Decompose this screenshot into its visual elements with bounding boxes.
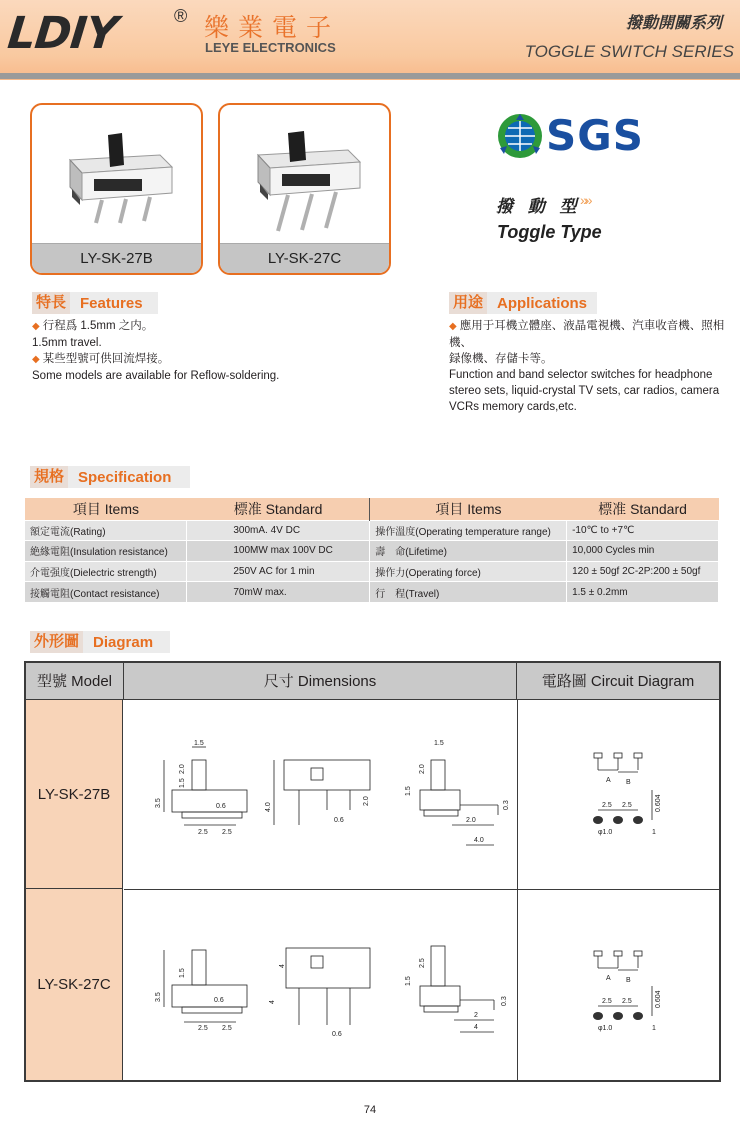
dim-label: φ1.0 xyxy=(598,829,613,836)
applications-line: Function and band selector switches for headphone xyxy=(449,369,713,381)
applications-line: 應用于耳機立體座、液晶電視機、汽車收音機、照相機、 xyxy=(449,320,725,349)
sgs-logo-text: SGS xyxy=(546,111,644,160)
table-cell: 接觸電阻(Contact resistance) xyxy=(25,582,187,603)
applications-line: 録像機、存儲卡等。 xyxy=(449,353,553,365)
sgs-globe-icon xyxy=(496,112,544,160)
applications-line: VCRs memory cards,etc. xyxy=(449,401,577,413)
product-label-27b: LY-SK-27B xyxy=(32,243,201,273)
type-title-cn: 撥 動 型 xyxy=(496,197,582,216)
table-cell: 10,000 Cycles min xyxy=(567,541,719,562)
brand-logo: LDIY xyxy=(5,8,120,59)
dim-label: 2.0 xyxy=(179,764,186,774)
table-cell: 250V AC for 1 min xyxy=(187,561,370,582)
table-row xyxy=(25,520,719,541)
col-header-standard: 標准 Standard xyxy=(187,498,370,520)
dim-label: 2.5 xyxy=(602,802,612,809)
features-line: Some models are available for Reflow-soldering. xyxy=(32,370,280,382)
circuit-diagram-27c xyxy=(518,890,719,1079)
table-cell: 操作力(Operating force) xyxy=(370,561,567,582)
diamond-bullet-icon: ◆ xyxy=(32,321,40,332)
dim-label: 3.5 xyxy=(155,992,162,1002)
dim-label: 1.5 xyxy=(434,740,444,747)
dim-label: 2.0 xyxy=(363,796,370,806)
dim-label: 2.0 xyxy=(419,764,426,774)
table-row xyxy=(25,541,719,562)
table-cell: 120 ± 50gf 2C-2P:200 ± 50gf xyxy=(567,561,719,582)
table-cell: 行 程(Travel) xyxy=(370,582,567,603)
diagram-heading-en: Diagram xyxy=(93,633,154,651)
company-name-cn: 樂業電子 xyxy=(204,13,341,42)
table-cell: 絶緣電阻(Insulation resistance) xyxy=(25,541,187,562)
circuit-diagram-27b xyxy=(518,700,719,889)
dim-label: 4 xyxy=(474,1024,478,1031)
dim-label: 0.604 xyxy=(655,794,662,812)
applications-heading-en: Applications xyxy=(497,294,588,312)
dim-label: φ1.0 xyxy=(598,1025,613,1032)
switch-27c-image xyxy=(220,105,391,245)
dim-label: 4 xyxy=(269,1000,276,1004)
model-cell-27b: LY-SK-27B xyxy=(26,700,123,889)
table-cell: 額定電流(Rating) xyxy=(25,520,187,541)
product-photo-27c xyxy=(218,103,391,275)
applications-heading-cn: 用途 xyxy=(449,292,487,314)
table-cell: 100MW max 100V DC xyxy=(187,541,370,562)
circuit-label-b: B xyxy=(626,779,631,786)
features-heading xyxy=(32,292,158,314)
features-heading-en: Features xyxy=(80,294,143,312)
features-line: 行程爲 1.5mm 之内。 xyxy=(42,320,154,332)
product-photo-27b xyxy=(30,103,203,275)
dim-label: 1.5 xyxy=(405,786,412,796)
table-row xyxy=(25,561,719,582)
dim-label: 0.3 xyxy=(501,996,508,1006)
specification-table xyxy=(25,498,719,602)
circuit-label-a: A xyxy=(606,777,611,784)
diagram-heading-cn: 外形圖 xyxy=(30,631,83,653)
circuit-label-a: A xyxy=(606,975,611,982)
dim-label: 1.5 xyxy=(179,968,186,978)
table-row xyxy=(25,582,719,603)
diagram-table xyxy=(24,661,721,1082)
diagram-heading xyxy=(30,631,170,653)
dim-label: 0.6 xyxy=(216,803,226,810)
dim-label: 2 xyxy=(474,1012,478,1019)
col-header-dimensions: 尺寸 Dimensions xyxy=(124,663,517,700)
specification-heading xyxy=(30,466,190,488)
features-line: 1.5mm travel. xyxy=(32,337,102,349)
applications-line: stereo sets, liquid-crystal TV sets, car radios, camera xyxy=(449,385,720,397)
series-title-en: TOGGLE SWITCH SERIES xyxy=(524,42,734,61)
table-cell: 介電强度(Dielectric strength) xyxy=(25,561,187,582)
header-rule xyxy=(0,73,740,79)
col-header-circuit: 電路圖 Circuit Diagram xyxy=(517,663,719,700)
table-cell: -10℃ to +7℃ xyxy=(567,520,719,541)
dim-label: 2.5 xyxy=(222,829,232,836)
dim-label: 1.5 xyxy=(405,976,412,986)
diamond-bullet-icon: ◆ xyxy=(449,321,457,332)
page-number: 74 xyxy=(363,1104,377,1116)
product-label-27c: LY-SK-27C xyxy=(220,243,389,273)
dim-label: 1 xyxy=(652,829,656,836)
dim-label: 1.5 xyxy=(194,740,204,747)
dim-label: 2.5 xyxy=(198,829,208,836)
diamond-bullet-icon: ◆ xyxy=(32,354,40,365)
dim-label: 4.0 xyxy=(265,802,272,812)
dim-label: 1.5 xyxy=(179,778,186,788)
dim-label: 2.5 xyxy=(222,1025,232,1032)
table-cell: 操作溫度(Operating temperature range) xyxy=(370,520,567,541)
dim-label: 0.6 xyxy=(332,1031,342,1038)
table-cell: 1.5 ± 0.2mm xyxy=(567,582,719,603)
company-name-en: LEYE ELECTRONICS xyxy=(205,40,336,55)
dim-label: 2.5 xyxy=(198,1025,208,1032)
series-title-cn: 撥動開關系列 xyxy=(625,15,722,32)
dim-label: 4 xyxy=(279,964,286,968)
dimension-drawing-27b xyxy=(124,700,517,889)
applications-text xyxy=(449,318,731,415)
dim-label: 2.5 xyxy=(419,958,426,968)
dim-label: 2.5 xyxy=(602,998,612,1005)
col-header-model: 型號 Model xyxy=(26,663,124,700)
features-line: 某些型號可供回流焊接。 xyxy=(42,353,170,365)
features-heading-cn: 特長 xyxy=(32,292,70,314)
col-header-items: 項目 Items xyxy=(25,498,187,520)
dim-label: 2.5 xyxy=(622,802,632,809)
registered-mark: ® xyxy=(174,6,188,26)
table-cell: 壽 命(Lifetime) xyxy=(370,541,567,562)
dim-label: 2.0 xyxy=(466,817,476,824)
specification-heading-en: Specification xyxy=(78,468,172,486)
dim-label: 1 xyxy=(652,1025,656,1032)
chevrons-icon: »» xyxy=(580,192,590,208)
features-text xyxy=(32,318,279,384)
model-cell-27c: LY-SK-27C xyxy=(26,889,123,1080)
table-cell: 70mW max. xyxy=(187,582,370,603)
col-header-items: 項目 Items xyxy=(370,498,567,520)
dimension-drawing-27c xyxy=(124,890,517,1079)
dim-label: 0.3 xyxy=(503,800,510,810)
dim-label: 0.6 xyxy=(334,817,344,824)
circuit-label-b: B xyxy=(626,977,631,984)
dim-label: 3.5 xyxy=(155,798,162,808)
type-title-en: Toggle Type xyxy=(497,222,602,242)
table-header-row xyxy=(25,498,719,520)
dim-label: 0.6 xyxy=(214,997,224,1004)
switch-27b-image xyxy=(32,105,203,245)
specification-heading-cn: 規格 xyxy=(30,466,68,488)
applications-heading xyxy=(449,292,597,314)
table-cell: 300mA. 4V DC xyxy=(187,520,370,541)
dim-label: 2.5 xyxy=(622,998,632,1005)
col-header-standard: 標准 Standard xyxy=(567,498,719,520)
dim-label: 4.0 xyxy=(474,837,484,844)
dim-label: 0.604 xyxy=(655,990,662,1008)
